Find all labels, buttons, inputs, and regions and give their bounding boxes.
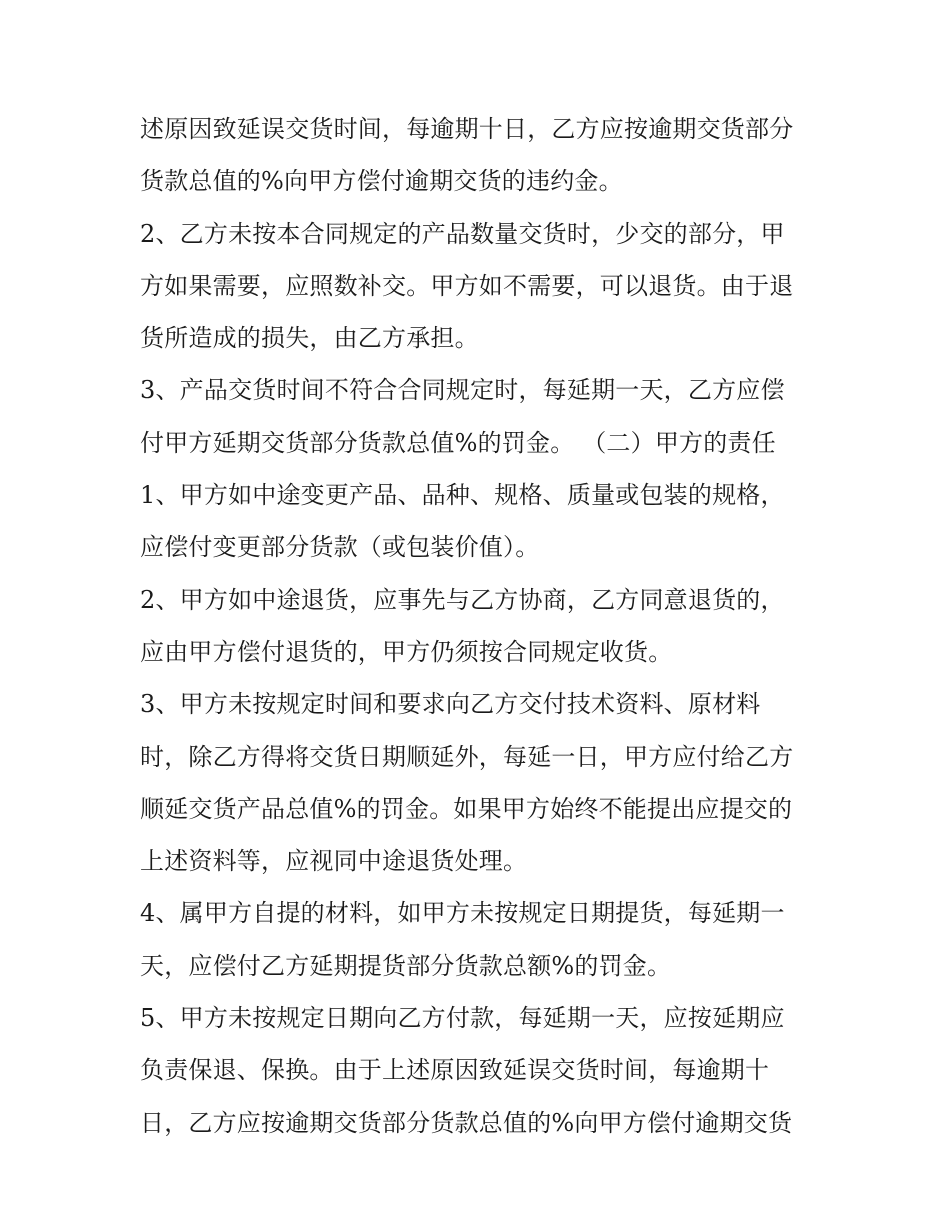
text-line: 负责保退、保换。由于上述原因致延误交货时间，每逾期十	[140, 1056, 770, 1085]
text-line: 5、甲方未按规定日期向乙方付款，每延期一天，应按延期应	[140, 1004, 785, 1033]
text-line: 3、甲方未按规定时间和要求向乙方交付技术资料、原材料	[140, 690, 761, 719]
text-line: 2、甲方如中途退货，应事先与乙方协商，乙方同意退货的，	[140, 585, 785, 614]
text-line: 3、产品交货时间不符合合同规定时，每延期一天，乙方应偿	[140, 376, 785, 405]
text-line: 1、甲方如中途变更产品、品种、规格、质量或包装的规格，	[140, 481, 785, 510]
text-line: 付甲方延期交货部分货款总值%的罚金。 （二）甲方的责任	[140, 428, 776, 457]
text-line: 日，乙方应按逾期交货部分货款总值的%向甲方偿付逾期交货	[140, 1108, 793, 1137]
text-line: 方如果需要，应照数补交。甲方如不需要，可以退货。由于退	[140, 271, 794, 300]
document-body	[140, 103, 820, 1149]
text-line: 述原因致延误交货时间，每逾期十日，乙方应按逾期交货部分	[140, 115, 794, 143]
text-line: 货款总值的%向甲方偿付逾期交货的违约金。	[140, 167, 623, 196]
text-line: 顺延交货产品总值%的罚金。如果甲方始终不能提出应提交的	[140, 794, 793, 823]
text-line: 时，除乙方得将交货日期顺延外，每延一日，甲方应付给乙方	[140, 742, 794, 771]
text-line: 2、乙方未按本合同规定的产品数量交货时，少交的部分，甲	[140, 219, 785, 248]
text-line: 上述资料等，应视同中途退货处理。	[140, 847, 528, 876]
text-line: 货所造成的损失，由乙方承担。	[140, 324, 479, 353]
text-line: 天，应偿付乙方延期提货部分货款总额%的罚金。	[140, 951, 672, 980]
text-line: 应偿付变更部分货款（或包装价值）。	[140, 533, 540, 562]
text-line: 应由甲方偿付退货的，甲方仍须按合同规定收货。	[140, 637, 673, 666]
text-line: 4、属甲方自提的材料，如甲方未按规定日期提货，每延期一	[140, 899, 785, 928]
